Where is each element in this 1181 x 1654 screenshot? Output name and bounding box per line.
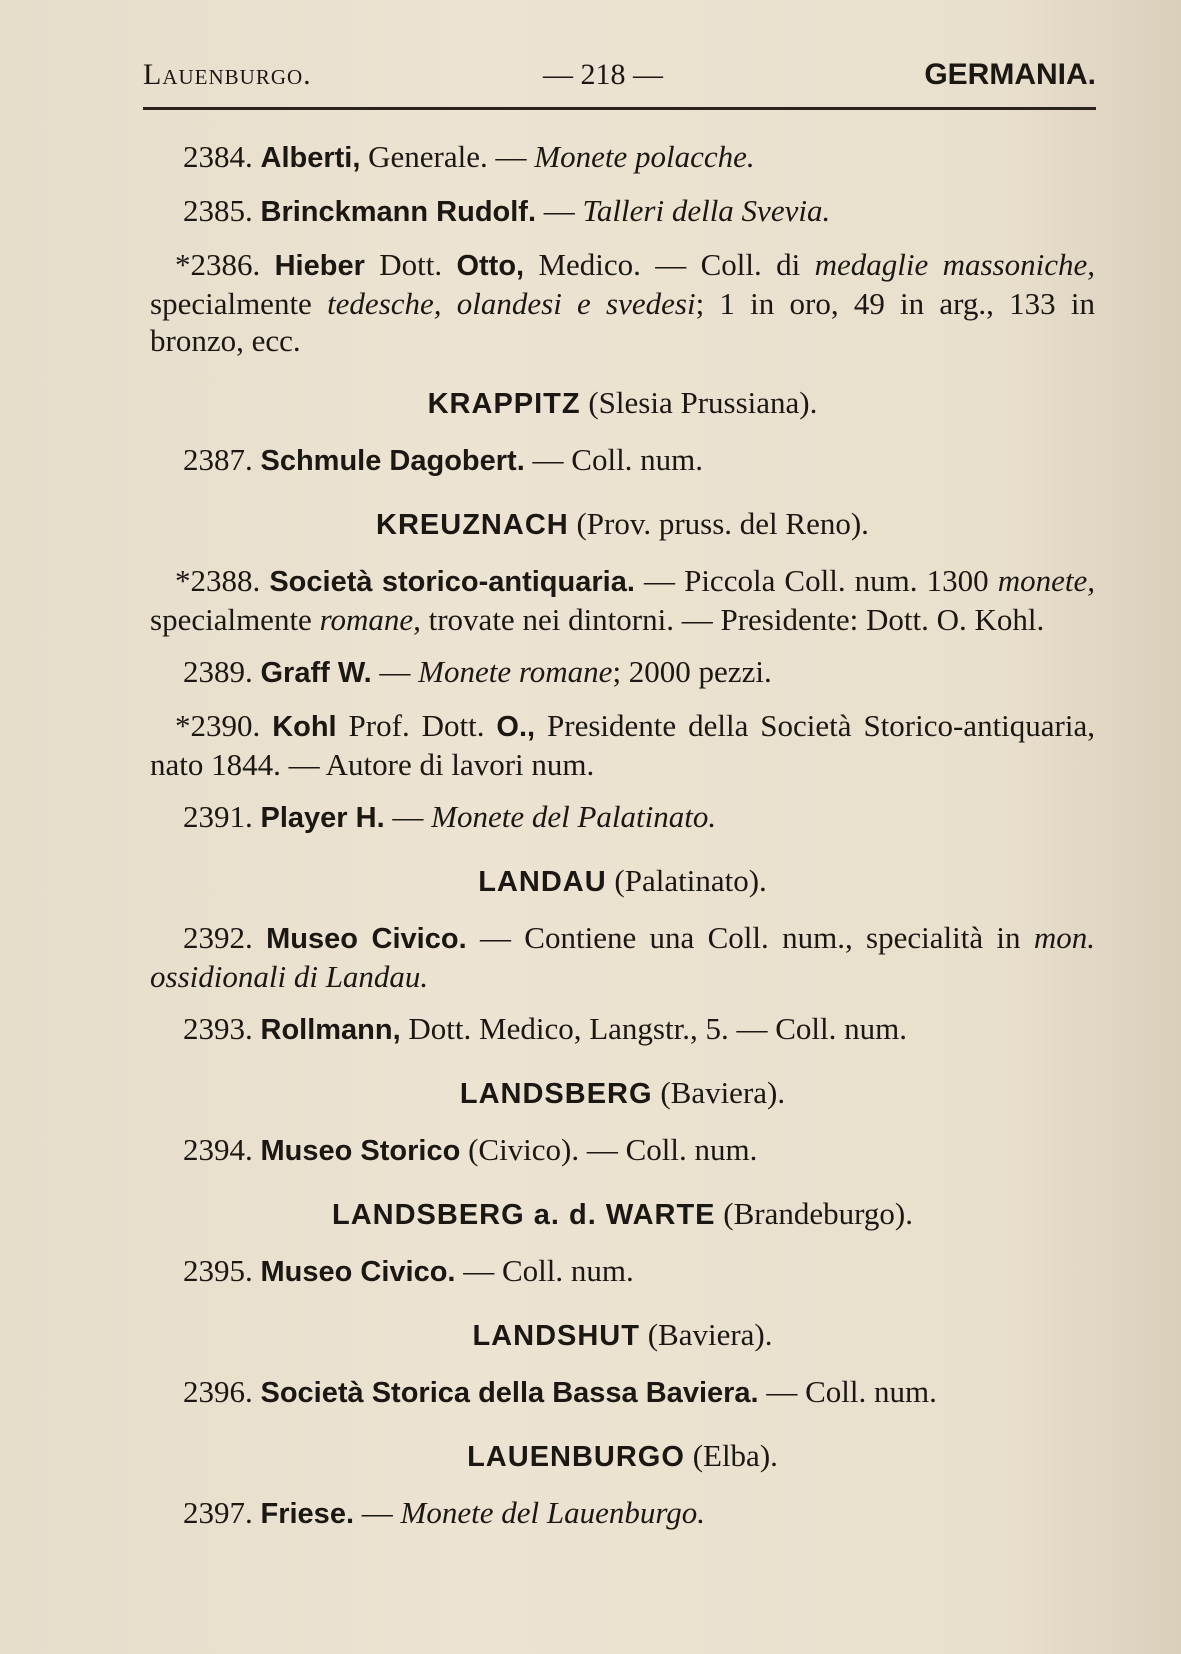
- city-heading-landsberg-warte: [150, 1195, 1095, 1234]
- entry-2388: [150, 562, 1095, 638]
- entry-text: Generale. —: [360, 139, 535, 174]
- entry-italic-2: tedesche, olandesi e svedesi: [327, 286, 696, 321]
- city-heading-landau: [150, 862, 1095, 901]
- entry-2396: [150, 1373, 1095, 1412]
- entry-name: Schmule Dagobert.: [260, 445, 525, 477]
- entry-text: — Coll. num.: [455, 1253, 634, 1288]
- entry-name: Museo Civico.: [260, 1256, 456, 1288]
- page-body: [150, 138, 1095, 1548]
- city-name: KRAPPITZ: [427, 388, 581, 420]
- entry-number: 2391.: [183, 799, 253, 834]
- entry-name: Kohl: [272, 711, 337, 743]
- entry-2384: [150, 138, 1095, 177]
- entry-text: — Piccola Coll. num. 1300: [634, 563, 998, 598]
- city-name: LANDSBERG a. d. WARTE: [332, 1199, 716, 1231]
- city-heading-kreuznach: [150, 505, 1095, 544]
- city-name: LANDSBERG: [459, 1078, 653, 1110]
- city-heading-lauenburgo: [150, 1437, 1095, 1476]
- entry-2395: [150, 1252, 1095, 1291]
- entry-number: 2396.: [183, 1374, 253, 1409]
- entry-name: Friese.: [260, 1498, 354, 1530]
- entry-text: —: [371, 654, 419, 689]
- entry-name: Società storico-antiquaria.: [269, 566, 635, 598]
- entry-2389: [150, 653, 1095, 692]
- entry-italic: Monete del Palatinato.: [431, 799, 717, 834]
- entry-name: Alberti,: [260, 142, 361, 174]
- entry-text: —: [384, 799, 432, 834]
- city-region: (Prov. pruss. del Reno).: [568, 506, 869, 541]
- entry-text-2: Medico. — Coll. di: [524, 247, 815, 282]
- entry-number: 2392.: [183, 920, 253, 955]
- city-heading-krappitz: [150, 384, 1095, 423]
- entry-number: 2394.: [183, 1132, 253, 1167]
- entry-2397: [150, 1494, 1095, 1533]
- entry-text: (Civico). — Coll. num.: [460, 1132, 758, 1167]
- entry-number: 2395.: [183, 1253, 253, 1288]
- entry-text: — Coll. num.: [758, 1374, 937, 1409]
- entry-italic: medaglie massoniche,: [814, 247, 1095, 282]
- entry-text: — Coll. num.: [524, 442, 704, 477]
- entry-name-2: O.,: [496, 711, 536, 743]
- entry-2394: [150, 1131, 1095, 1170]
- entry-text-2: Presidente della Società Storico-antiquaria, nato 1844. — Autore di lavori num.: [150, 708, 1096, 782]
- entry-text: —: [536, 193, 583, 228]
- entry-italic: mon. ossidionali di Landau.: [150, 920, 1095, 994]
- entry-text-2: ; 2000 pezzi.: [612, 654, 772, 689]
- entry-2390: [150, 707, 1095, 783]
- city-region: (Slesia Prussiana).: [580, 385, 818, 420]
- entry-text: Dott. Medico, Langstr., 5. — Coll. num.: [400, 1011, 907, 1046]
- city-region: (Elba).: [684, 1438, 778, 1473]
- city-name: KREUZNACH: [376, 509, 569, 541]
- entry-2386: [150, 246, 1095, 359]
- entry-name: Museo Storico: [260, 1135, 461, 1167]
- header-section-name: Lauenburgo.: [143, 58, 312, 91]
- city-region: (Baviera).: [639, 1317, 773, 1352]
- city-heading-landsberg: [150, 1074, 1095, 1113]
- city-region: (Palatinato).: [606, 863, 767, 898]
- city-name: LANDAU: [478, 866, 607, 898]
- running-header: [143, 58, 1096, 98]
- entry-number: 2397.: [183, 1495, 253, 1530]
- entry-name: Società Storica della Bassa Baviera.: [260, 1377, 759, 1409]
- entry-text: — Contiene una Coll. num., specialità in: [466, 920, 1034, 955]
- entry-text: —: [354, 1495, 401, 1530]
- entry-name: Museo Civico.: [266, 923, 467, 955]
- entry-number: 2389.: [183, 654, 253, 689]
- entry-2392: [150, 919, 1095, 995]
- entry-2391: [150, 798, 1095, 837]
- entry-number: 2393.: [183, 1011, 253, 1046]
- entry-text-2: specialmente: [150, 602, 320, 637]
- entry-2393: [150, 1010, 1095, 1049]
- city-region: (Brandeburgo).: [715, 1196, 913, 1231]
- entry-name: Graff W.: [260, 657, 372, 689]
- city-name: LAUENBURGO: [467, 1441, 685, 1473]
- entry-name: Player H.: [260, 802, 385, 834]
- entry-text-4: ; 1 in oro, 49 in arg., 133 in bronzo, ecc.: [150, 286, 1096, 358]
- entry-italic: Monete romane: [418, 654, 613, 689]
- city-name: LANDSHUT: [472, 1320, 640, 1352]
- header-country: GERMANIA.: [924, 58, 1096, 91]
- city-heading-landshut: [150, 1316, 1095, 1355]
- entry-name: Brinckmann Rudolf.: [260, 196, 537, 228]
- entry-number: 2387.: [183, 442, 253, 477]
- entry-2385: [150, 192, 1095, 231]
- entry-italic: Monete polacche.: [534, 139, 755, 174]
- entry-name: Rollmann,: [260, 1014, 401, 1046]
- entry-text-3: trovate nei dintorni. — Presidente: Dott. O. Kohl.: [420, 602, 1045, 637]
- entry-number: 2385.: [183, 193, 253, 228]
- entry-italic-2: romane,: [319, 602, 421, 637]
- entry-text-3: specialmente: [150, 286, 328, 321]
- entry-text: Prof. Dott.: [336, 708, 497, 743]
- city-region: (Baviera).: [652, 1075, 786, 1110]
- entry-2387: [150, 441, 1095, 480]
- entry-text: Dott.: [364, 247, 457, 282]
- entry-number: *2388.: [175, 563, 261, 598]
- entry-number: *2386.: [175, 247, 261, 282]
- entry-italic: Talleri della Svevia.: [582, 193, 831, 228]
- page-number: — 218 —: [543, 58, 663, 91]
- entry-name-2: Otto,: [456, 250, 525, 282]
- entry-italic: monete,: [997, 563, 1095, 598]
- entry-italic: Monete del Lauenburgo.: [400, 1495, 705, 1530]
- header-rule: [143, 107, 1096, 110]
- entry-number: *2390.: [175, 708, 261, 743]
- entry-name: Hieber: [274, 250, 365, 282]
- entry-number: 2384.: [183, 139, 253, 174]
